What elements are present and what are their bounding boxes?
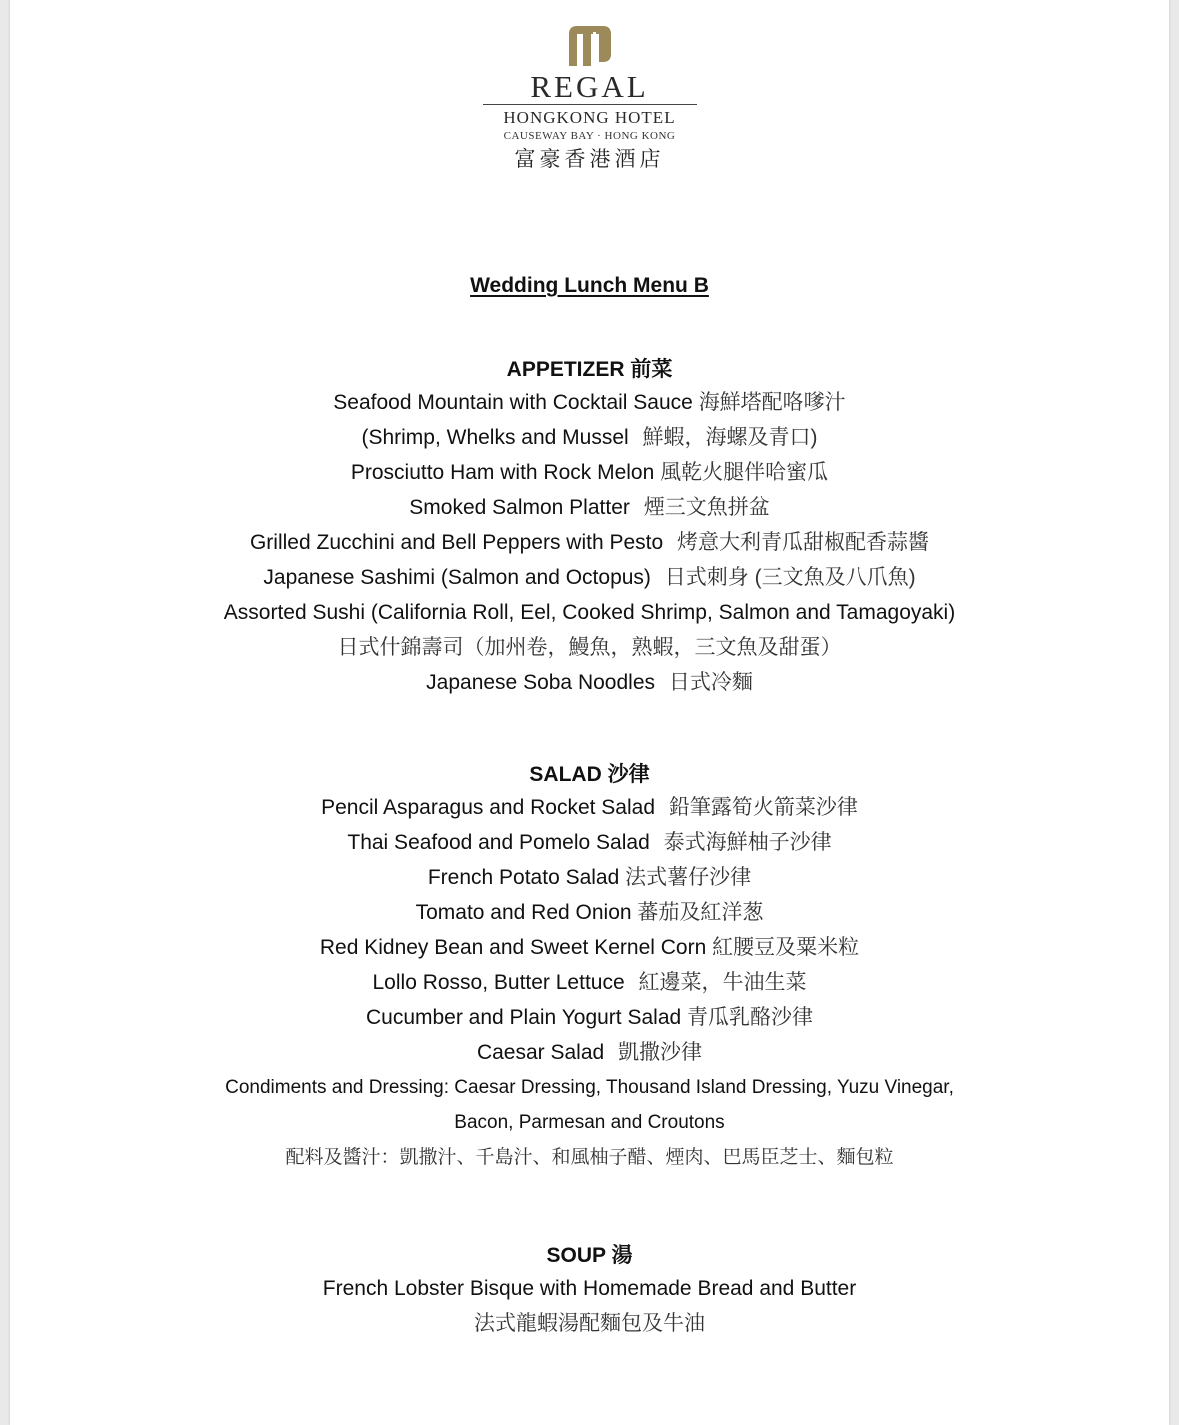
- menu-item: Caesar Salad 凱撒沙律: [476, 1041, 703, 1064]
- menu-item: French Potato Salad 法式薯仔沙律: [427, 866, 752, 889]
- menu-item: Prosciutto Ham with Rock Melon 風乾火腿伴哈蜜瓜: [350, 461, 829, 484]
- brand-name: REGAL: [530, 69, 649, 104]
- menu-title: Wedding Lunch Menu B: [470, 274, 709, 297]
- hotel-name: HONGKONG HOTEL: [503, 108, 676, 127]
- hotel-location: CAUSEWAY BAY · HONG KONG: [503, 130, 676, 142]
- menu-item: Red Kidney Bean and Sweet Kernel Corn 紅腰豆及粟米粒: [319, 936, 860, 959]
- condiments-line: Condiments and Dressing: Caesar Dressing, Thousand Island Dressing, Yuzu Vinegar,: [225, 1077, 954, 1098]
- menu-item: (Shrimp, Whelks and Mussel 鮮蝦，海螺及青口): [361, 426, 818, 449]
- appetizer-section: [0, 355, 1179, 700]
- menu-item-chinese: 法式龍蝦湯配麵包及牛油: [474, 1312, 705, 1335]
- menu-item: Cucumber and Plain Yogurt Salad 青瓜乳酪沙律: [365, 1006, 814, 1029]
- menu-item: Smoked Salmon Platter 煙三文魚拼盆: [409, 496, 770, 519]
- logo-divider: [483, 104, 697, 105]
- menu-item: Tomato and Red Onion 蕃茄及紅洋葱: [415, 901, 764, 924]
- soup-section: [0, 1241, 1179, 1341]
- condiments-line: Bacon, Parmesan and Croutons: [454, 1112, 725, 1133]
- condiments-chinese: 配料及醬汁：凱撒汁、千島汁、和風柚子醋、煙肉、巴馬臣芝士、麵包粒: [285, 1147, 894, 1168]
- menu-item: French Lobster Bisque with Homemade Bread and Butter: [322, 1277, 857, 1300]
- salad-section: [0, 760, 1179, 1175]
- menu-item: Lollo Rosso, Butter Lettuce 紅邊菜，牛油生菜: [372, 971, 807, 994]
- menu-item: Japanese Sashimi (Salmon and Octopus) 日式刺身 (三文魚及八爪魚): [263, 566, 916, 589]
- menu-item: Seafood Mountain with Cocktail Sauce 海鮮塔配咯嗲汁: [333, 391, 846, 414]
- menu-item: Japanese Soba Noodles 日式冷麵: [426, 671, 753, 694]
- hotel-chinese-name: 富豪香港酒店: [514, 147, 665, 171]
- regal-monogram-icon: [567, 24, 613, 66]
- section-heading: APPETIZER 前菜: [506, 358, 673, 381]
- section-heading: SALAD 沙律: [529, 763, 650, 786]
- menu-item: Thai Seafood and Pomelo Salad 泰式海鮮柚子沙律: [347, 831, 832, 854]
- menu-item-chinese: 日式什錦壽司（加州卷，鰻魚，熟蝦，三文魚及甜蛋）: [337, 636, 842, 659]
- hotel-logo: [0, 24, 1179, 172]
- menu-page: [10, 0, 1169, 1425]
- menu-item: Grilled Zucchini and Bell Peppers with Pesto 烤意大利青瓜甜椒配香蒜醬: [249, 531, 930, 554]
- menu-item: Pencil Asparagus and Rocket Salad 鉛筆露筍火箭菜沙律: [321, 796, 858, 819]
- section-heading: SOUP 湯: [546, 1244, 633, 1267]
- menu-item: Assorted Sushi (California Roll, Eel, Cooked Shrimp, Salmon and Tamagoyaki): [223, 601, 956, 624]
